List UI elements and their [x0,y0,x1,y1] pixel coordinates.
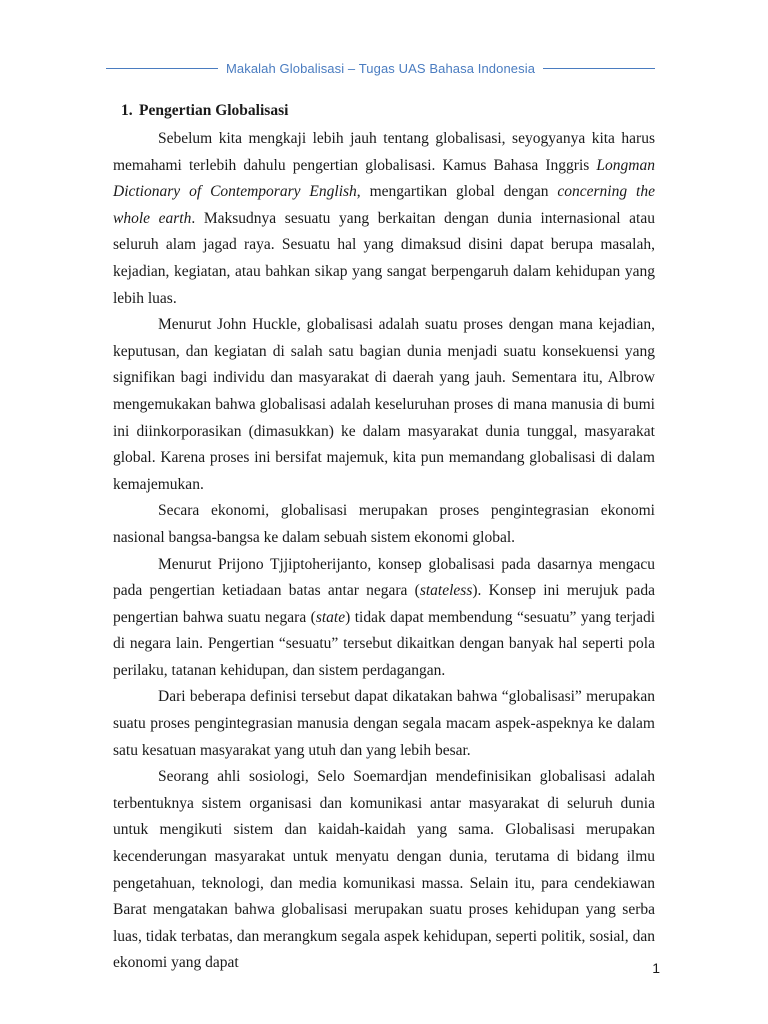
document-body [113,100,655,977]
body-paragraph [113,552,655,685]
paragraph-text: Menurut John Huckle, globalisasi adalah suatu proses dengan mana kejadian, keputusan, dan kegiatan di salah satu bagian dunia menjadi suatu konsekuensi yang signifikan bagi individu dan masyarakat di daerah yang jauh. Sementara itu, Albrow mengemukakan bahwa globalisasi adalah keseluruhan proses di mana manusia di bumi ini diinkorporasikan (dimasukkan) ke dalam masyarakat dunia tunggal, masyarakat global. Karena proses ini bersifat majemuk, kita pun memandang globalisasi di dalam kemajemukan. [113,316,655,493]
paragraph-text: . Maksudnya sesuatu yang berkaitan dengan dunia internasional atau seluruh alam jagad raya. Sesuatu hal yang dimaksud disini dapat berupa masalah, kejadian, kegiatan, atau bahkan sikap yang sangat berpengaruh dalam kehidupan yang lebih luas. [113,209,655,307]
italic-term: Longman Dictionary of Contemporary English [113,156,655,201]
paragraph-text: Sebelum kita mengkaji lebih jauh tentang globalisasi, seyogyanya kita harus memahami terlebih dahulu pengertian globalisasi. Kamus Bahasa Inggris [113,130,655,174]
paragraph-text: Secara ekonomi, globalisasi merupakan proses pengintegrasian ekonomi nasional bangsa-bangsa ke dalam sebuah sistem ekonomi global. [113,502,655,546]
paragraph-text: Seorang ahli sosiologi, Selo Soemardjan mendefinisikan globalisasi adalah terbentuknya sistem organisasi dan komunikasi antar masyarakat di seluruh dunia untuk mengikuti sistem dan kaidah-kaidah yang sama. Globalisasi merupakan kecenderungan masyarakat untuk menyatu dengan dunia, terutama di bidang ilmu pengetahuan, teknologi, dan media komunikasi massa. Selain itu, para cendekiawan Barat mengatakan bahwa globalisasi merupakan suatu proses kehidupan yang serba luas, tidak terbatas, dan merangkum segala aspek kehidupan, seperti politik, sosial, dan ekonomi yang dapat [113,768,655,972]
italic-term: state [315,608,346,626]
header-rule-left [106,68,218,69]
page-number: 1 [652,960,660,976]
header-title: Makalah Globalisasi – Tugas UAS Bahasa Indonesia [225,60,536,76]
body-paragraph [113,498,655,551]
section-heading [113,100,655,122]
page-header [106,56,655,80]
paragraph-text: , mengartikan global dengan [356,183,558,201]
paragraph-list [113,126,655,977]
paragraph-text: ). Konsep ini merujuk pada pengertian bahwa suatu negara ( [113,582,656,626]
body-paragraph [113,684,655,764]
paragraph-text: Menurut Prijono Tjjiptoherijanto, konsep globalisasi pada dasarnya mengacu pada pengertian ketiadaan batas antar negara ( [113,555,655,600]
paragraph-text: ) tidak dapat membendung “sesuatu” yang terjadi di negara lain. Pengertian “sesuatu” tersebut dikaitkan dengan banyak hal seperti pola perilaku, tatanan kehidupan, dan sistem perdagangan. [113,608,656,679]
section-title: Pengertian Globalisasi [139,102,289,119]
header-rule-right [543,68,655,69]
body-paragraph [113,312,655,498]
body-paragraph [113,126,655,312]
italic-term: concerning the whole earth [113,183,655,227]
italic-term: stateless [419,582,473,600]
body-paragraph [113,764,655,977]
section-number: 1. [121,102,133,119]
paragraph-text: Dari beberapa definisi tersebut dapat dikatakan bahwa “globalisasi” merupakan suatu proses pengintegrasian manusia dengan segala macam aspek-aspeknya ke dalam satu kesatuan masyarakat yang utuh dan yang lebih besar. [113,688,655,759]
